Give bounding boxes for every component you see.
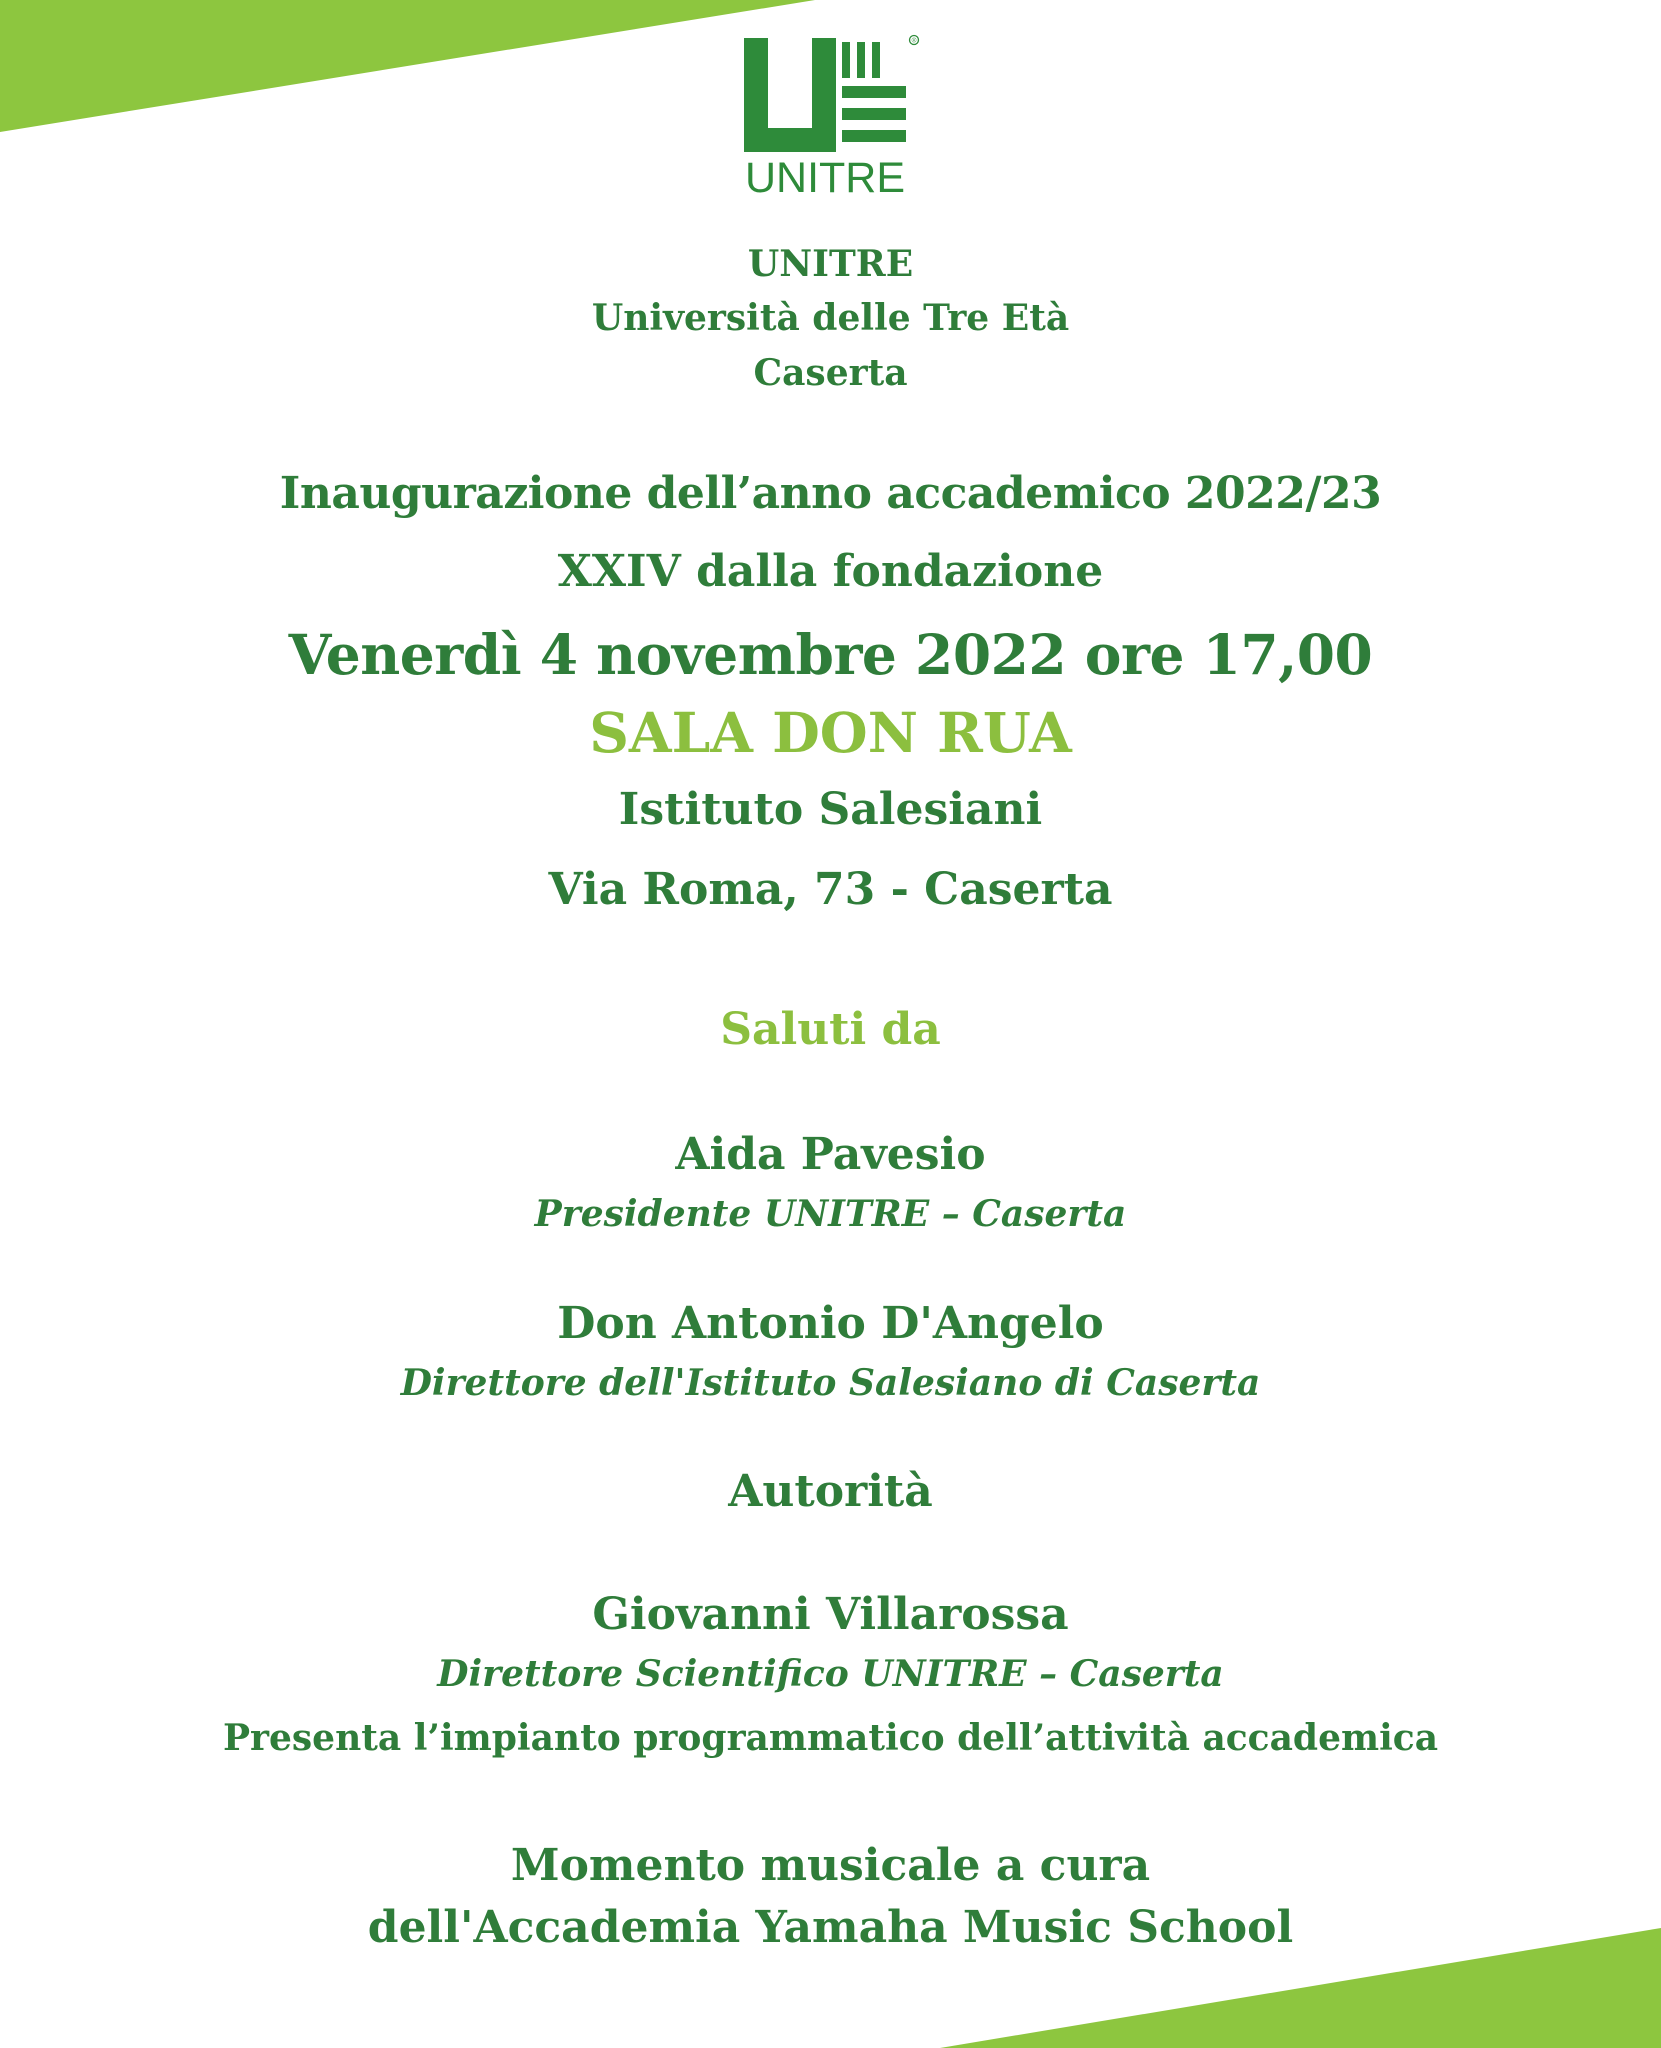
authority-note: Presenta l’impianto programmatico dell’attività accademica [222,1717,1439,1759]
event-subtitle: XXIV dalla fondazione [557,546,1104,597]
authority-role: Direttore Scientifico UNITRE – Caserta [437,1653,1224,1695]
authority-name: Giovanni Villarossa [592,1589,1069,1640]
header-org: UNITRE [747,243,914,285]
logo-registered-mark: ® [911,37,917,45]
speaker-role: Direttore dell'Istituto Salesiano di Caserta [400,1362,1261,1404]
speaker-name: Aida Pavesio [675,1129,986,1180]
authorities-heading: Autorità [728,1466,933,1517]
event-address: Via Roma, 73 - Caserta [548,864,1113,915]
event-title: Inaugurazione dell’anno accademico 2022/23 [279,468,1382,519]
speaker-name: Don Antonio D'Angelo [557,1298,1104,1349]
bottom-right-green-corner [0,1928,1661,2048]
logo-text: UNITRE [744,154,906,198]
event-date: Venerdì 4 novembre 2022 ore 17,00 [288,622,1373,687]
music-line-1: Momento musicale a cura [510,1840,1151,1891]
unitre-logo [738,28,928,198]
speaker-role: Presidente UNITRE – Caserta [534,1193,1127,1235]
greetings-heading: Saluti da [720,1004,941,1055]
event-venue: SALA DON RUA [589,700,1072,765]
header-university: Università delle Tre Età [591,297,1070,339]
music-line-2: dell'Accademia Yamaha Music School [367,1902,1294,1953]
event-institute: Istituto Salesiani [618,784,1043,835]
header-city: Caserta [753,352,908,394]
